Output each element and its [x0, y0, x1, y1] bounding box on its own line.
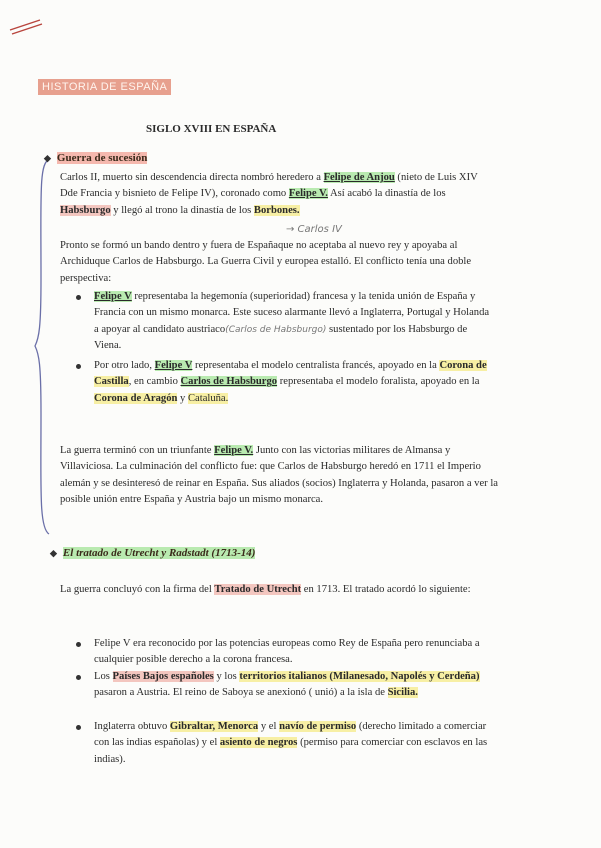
bullet-dot-icon [76, 675, 81, 680]
paragraph [60, 582, 480, 598]
text-run: Junto con las victorias militares de Almansa y Villaviciosa. La culminación del conflicto fue: que Carlos de Habsburgo heredó en 1711 el Imperio alemán y se desinteresó de reinar en España. Sus aliados (socios) Inglaterra y Holanda, pasaron a ver la posible unión entre España y Austria bajo un mismo monarca. [60, 445, 499, 506]
text-run: Felipe V. [288, 188, 328, 200]
text-run: Borbones. [253, 204, 300, 216]
text-run: Felipe V [94, 291, 132, 302]
subject-tag: HISTORIA DE ESPAÑA [38, 79, 171, 95]
pen-scribble-mark [6, 16, 46, 38]
text-run: y llegó al trono la dinastía de los [110, 204, 254, 216]
text-run: La guerra terminó con un triunfante [60, 445, 215, 456]
handwritten-note: → Carlos IV [286, 224, 342, 235]
diamond-bullet-icon: ◆ [44, 153, 51, 163]
text-run: (permiso para comerciar con esclavos en las indias). [94, 737, 488, 765]
text-run: pasaron a Austria. El reino de Saboya se anexionó ( unió) a la isla de [94, 687, 388, 699]
list-item [78, 358, 496, 407]
list-item [78, 636, 496, 669]
text-run: Países Bajos españoles [112, 671, 214, 682]
list-item [78, 719, 496, 768]
text-run: Cataluña. [187, 392, 229, 404]
bullet-dot-icon [76, 295, 81, 300]
text-run: Felipe V [154, 360, 193, 371]
paragraph [60, 238, 500, 287]
section-heading-text: Guerra de sucesión [56, 152, 148, 164]
text-run: y los [213, 671, 240, 682]
text-run: Sicilia. [387, 687, 418, 699]
text-run: Felipe V era reconocido por las potencias europeas como Rey de España pero renunciaba a cualquier posible derecho a la corona francesa. [94, 638, 480, 666]
text-run: Felipe V. [214, 445, 254, 456]
text-run: Corona de Aragón [94, 392, 178, 404]
text-run: Por otro lado, [94, 360, 155, 371]
text-run: Los [94, 671, 113, 682]
text-run: territorios italianos (Milanesado, Napolés y Cerdeña) [239, 671, 480, 682]
text-run: representaba el modelo foralista, apoyado en la [277, 376, 480, 388]
text-run: Habsburgo [60, 204, 111, 216]
text-run: Tratado de Utrecht [214, 584, 302, 595]
bullet-dot-icon [76, 725, 81, 730]
text-run: Corona de Castilla [94, 360, 487, 388]
text-run: , en cambio [128, 376, 181, 388]
list-item [78, 289, 496, 355]
text-run: Pronto se formó un bando dentro y fuera de Españaque no aceptaba al nuevo rey y apoyaba al Archiduque Carlos de Habsburgo. La Guerra Civil y europea estalló. El conflicto tenía una doble perspectiva: [60, 240, 472, 284]
text-run: Carlos II, muerto sin descendencia directa nombró heredero a [60, 172, 324, 183]
text-run: navío de permiso [279, 721, 357, 732]
text-run: representaba la hegemonía (superioridad) francesa y la tenida unión de España y Francia con un mismo monarca. Este suceso alarmante llevó a Inglaterra, Portugal y Holanda a apoyar al candidato austriaco [94, 291, 490, 335]
bullet-dot-icon [76, 642, 81, 647]
curly-brace-mark [33, 158, 53, 536]
paragraph [60, 170, 496, 219]
list-item [78, 669, 496, 702]
text-run: y [177, 392, 188, 404]
text-run: Así acabó la dinastía de los [327, 188, 446, 200]
section-heading-text: El tratado de Utrecht y Radstadt (1713-14) [62, 547, 256, 559]
section-heading-utrecht [50, 547, 255, 559]
paragraph [60, 443, 500, 509]
section-heading-guerra [44, 152, 147, 164]
text-run: Carlos de Habsburgo [180, 376, 278, 388]
page-title: SIGLO XVIII EN ESPAÑA [146, 123, 277, 135]
text-run: en 1713. El tratado acordó lo siguiente: [301, 584, 471, 595]
text-run: (nieto de Luis XIV Dde Francia y bisnieto de Felipe IV), coronado como [60, 172, 478, 200]
text-run: Felipe de Anjou [323, 172, 395, 183]
bullet-dot-icon [76, 364, 81, 369]
text-run: (derecho limitado a comerciar con las indias españolas) y el [94, 721, 487, 749]
text-run: representaba el modelo centralista francés, apoyado en la [192, 360, 440, 371]
text-run: La guerra concluyó con la firma del [60, 584, 215, 595]
text-run: Inglaterra obtuvo [94, 721, 170, 732]
text-run: asiento de negros [219, 737, 298, 749]
diamond-bullet-icon: ◆ [50, 548, 57, 558]
text-run: (Carlos de Habsburgo) [225, 324, 327, 335]
text-run: y el [258, 721, 280, 732]
text-run: Gibraltar, Menorca [169, 721, 259, 732]
text-run: sustentado por los Habsburgo de Viena. [94, 323, 468, 352]
